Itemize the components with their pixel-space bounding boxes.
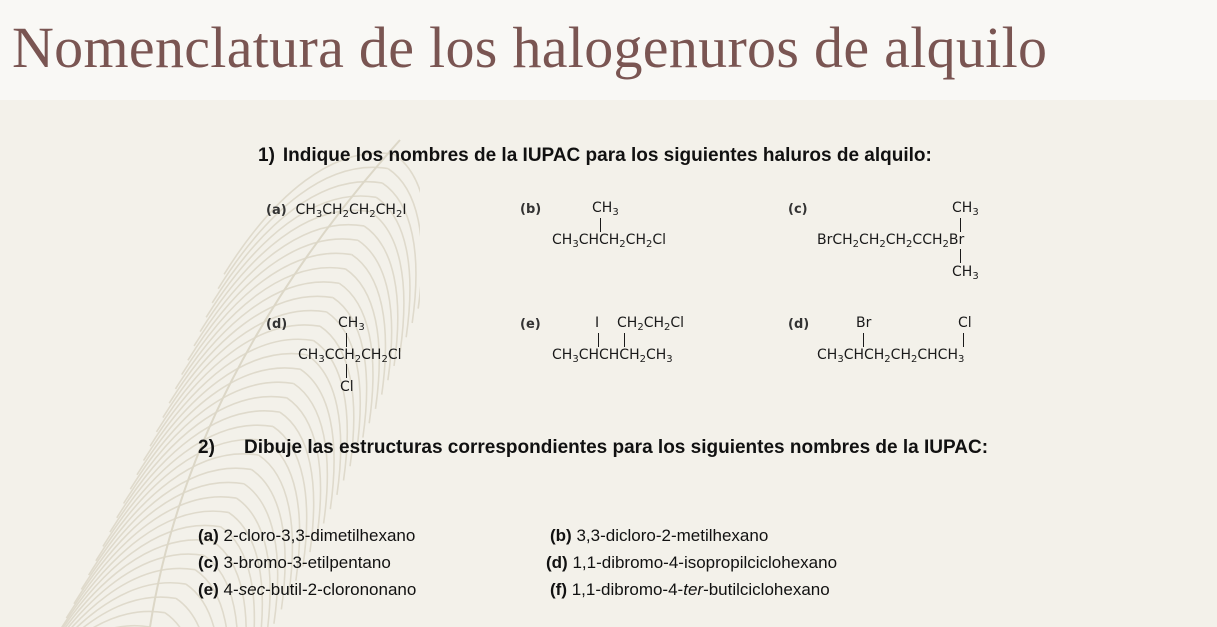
structure-d1-chain: $CH_3CCH_2CH_2Cl$: [298, 347, 402, 365]
answer-a: (a) 2-cloro-3,3-dimetilhexano: [198, 526, 416, 545]
question-1-text: Indique los nombres de la IUPAC para los siguientes haluros de alquilo:: [282, 145, 932, 166]
structure-c-chain: $BrCH_2CH_2CH_2CCH_2Br$: [817, 232, 965, 250]
question-2-text: Dibuje las estructuras correspondientes para los siguientes nombres de la IUPAC:: [244, 437, 989, 458]
structure-d2-bromo: Br: [856, 315, 872, 331]
structure-b-substituent: $CH_3$: [592, 200, 619, 218]
structure-e-iodo: I: [595, 315, 600, 331]
structure-b: [520, 200, 720, 260]
question-2: [198, 433, 1058, 462]
answer-e: (e) 4-sec-butil-2-clorononano: [198, 580, 417, 599]
structure-d2-chain: $CH_3CHCH_2CH_2CHCH_3$: [817, 347, 965, 365]
structure-d1: [266, 315, 466, 405]
structure-d1-label: (d): [266, 317, 288, 332]
structure-c: [788, 200, 1048, 290]
page-title: Nomenclatura de los halogenuros de alquilo: [12, 15, 1048, 80]
structure-e-label: (e): [520, 317, 541, 332]
structure-d1-chloro: Cl: [340, 379, 354, 395]
answer-d: (d) 1,1-dibromo-4-isopropilciclohexano: [546, 553, 838, 572]
structure-e-chain: $CH_3CHCHCH_2CH_3$: [552, 347, 673, 365]
structure-b-chain: $CH_3CHCH_2CH_2Cl$: [552, 232, 667, 250]
answer-f: (f) 1,1-dibromo-4-ter-butilciclohexano: [550, 580, 830, 599]
title-bar: [0, 0, 1217, 100]
structure-a: [266, 202, 406, 218]
structure-e: [520, 315, 750, 375]
question-1: [258, 145, 932, 167]
question-2-number: 2): [198, 437, 215, 458]
structure-d2-chloro: Cl: [958, 315, 972, 331]
answer-c: (c) 3-bromo-3-etilpentano: [198, 553, 391, 572]
structure-c-top-methyl: $CH_3$: [952, 200, 979, 218]
structure-d2: [788, 315, 1048, 375]
structure-d2-label: (d): [788, 317, 810, 332]
structure-c-bottom-methyl: $CH_3$: [952, 264, 979, 282]
structure-a-formula: $CH_3CH_2CH_2CH_2I$: [291, 202, 407, 220]
structure-b-label: (b): [520, 202, 542, 217]
answer-b: (b) 3,3-dicloro-2-metilhexano: [550, 526, 769, 545]
question-1-number: 1): [258, 145, 275, 166]
structure-a-label: (a): [266, 203, 287, 218]
structure-d1-methyl: $CH_3$: [338, 315, 365, 333]
structure-e-chloroethyl: $CH_2CH_2Cl$: [617, 315, 685, 333]
structure-c-label: (c): [788, 202, 808, 217]
